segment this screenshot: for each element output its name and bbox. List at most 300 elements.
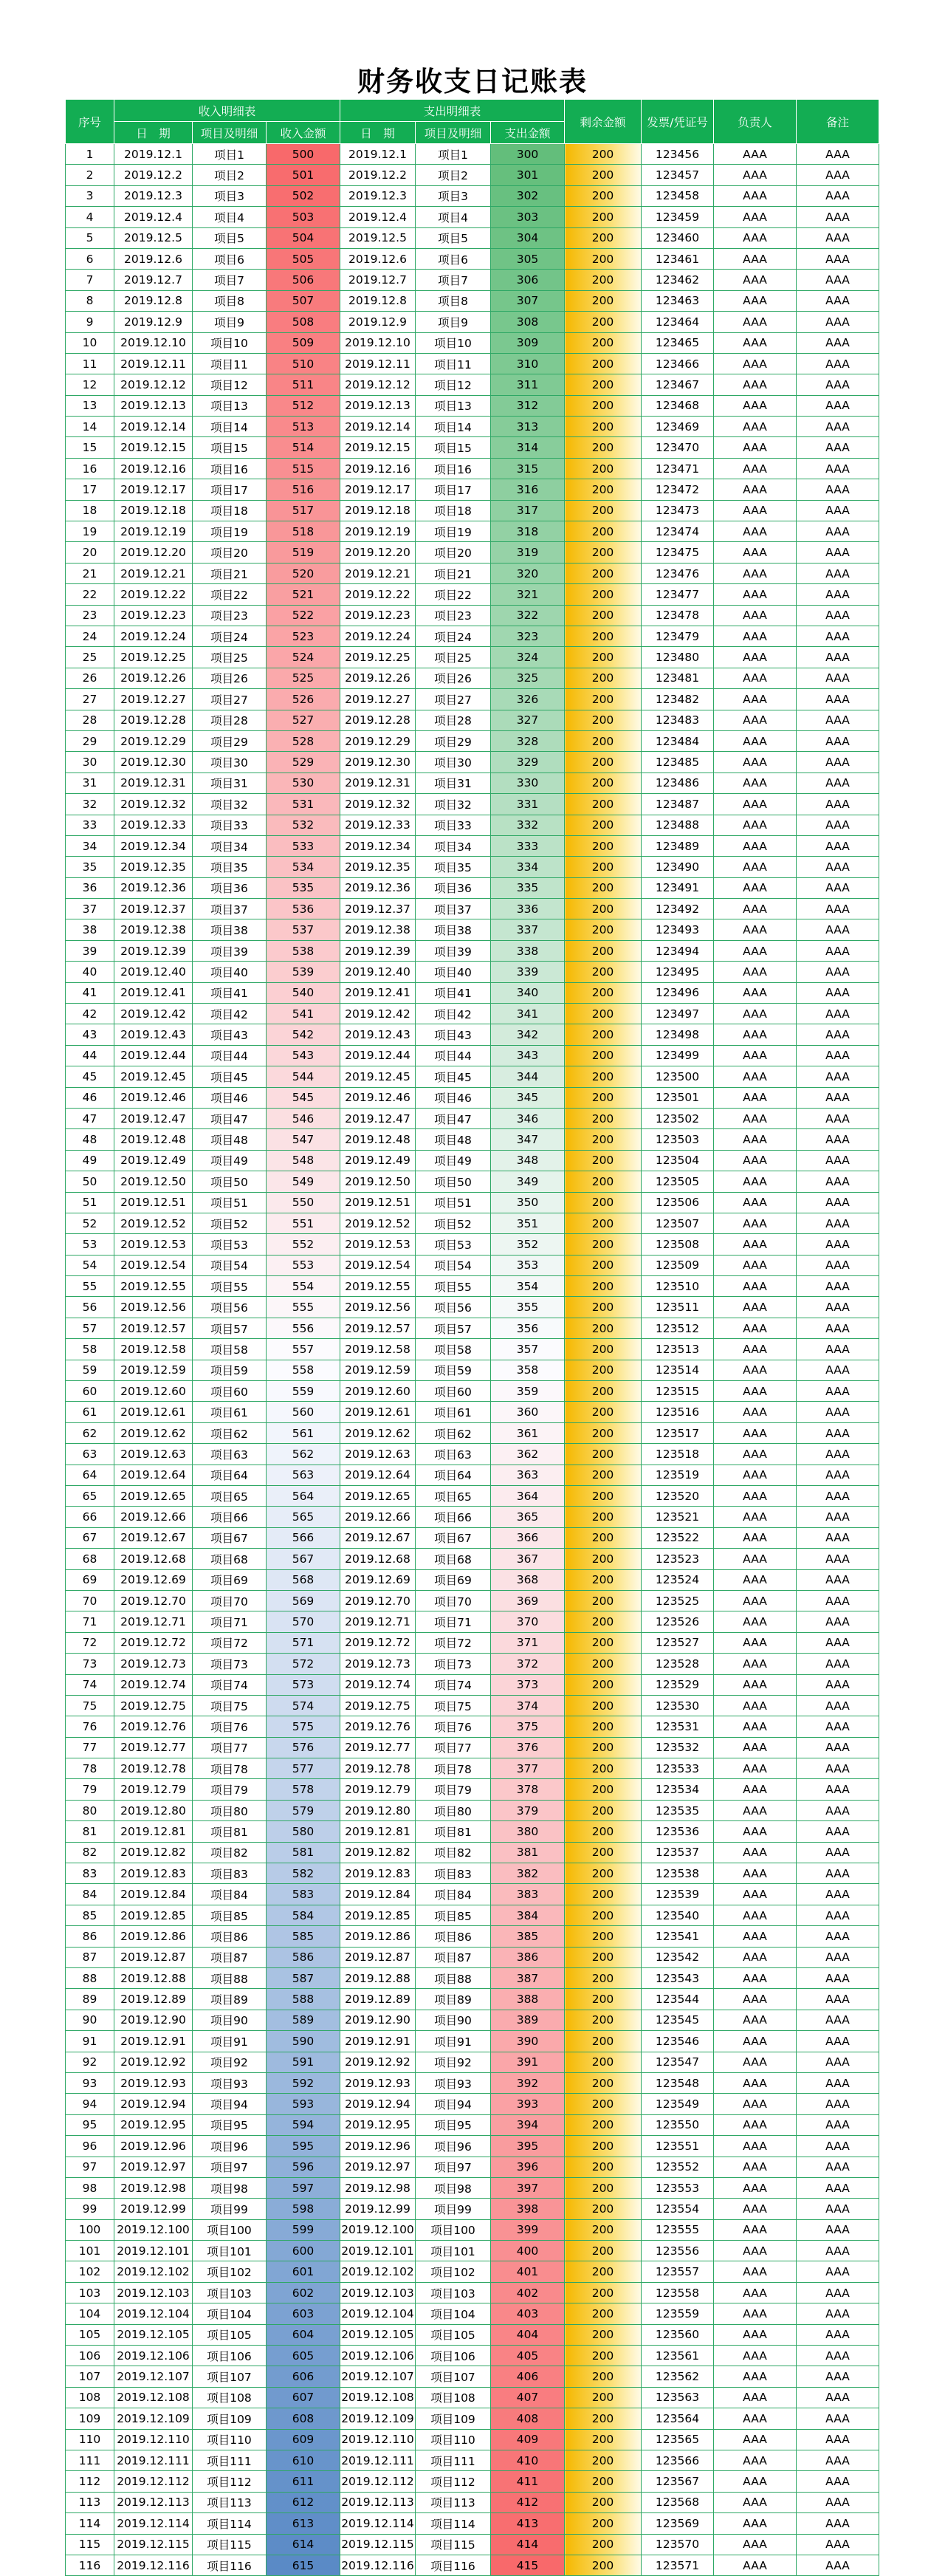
income-amount-cell[interactable]: 615 [267,2555,340,2575]
note-cell[interactable]: AAA [797,1695,879,1716]
invoice-cell[interactable]: 123524 [642,1569,714,1590]
expense-amount-cell[interactable]: 386 [491,1947,565,1967]
seq-cell[interactable]: 6 [66,248,114,269]
expense-item-cell[interactable]: 项目42 [416,1004,491,1024]
expense-amount-cell[interactable]: 324 [491,647,565,668]
income-item-cell[interactable]: 项目63 [193,1444,267,1465]
owner-cell[interactable]: AAA [714,605,797,626]
expense-item-cell[interactable]: 项目71 [416,1611,491,1632]
expense-amount-cell[interactable]: 376 [491,1737,565,1758]
invoice-cell[interactable]: 123530 [642,1695,714,1716]
income-item-cell[interactable]: 项目104 [193,2303,267,2324]
note-cell[interactable]: AAA [797,207,879,227]
income-item-cell[interactable]: 项目100 [193,2219,267,2240]
seq-cell[interactable]: 16 [66,458,114,479]
seq-cell[interactable]: 45 [66,1066,114,1087]
income-item-cell[interactable]: 项目109 [193,2408,267,2429]
income-amount-cell[interactable]: 557 [267,1339,340,1360]
income-item-cell[interactable]: 项目113 [193,2492,267,2512]
income-amount-cell[interactable]: 532 [267,815,340,835]
invoice-cell[interactable]: 123516 [642,1402,714,1422]
expense-amount-cell[interactable]: 346 [491,1108,565,1128]
note-cell[interactable]: AAA [797,2408,879,2429]
income-amount-cell[interactable]: 585 [267,1926,340,1947]
expense-amount-cell[interactable]: 408 [491,2408,565,2429]
expense-date-cell[interactable]: 2019.12.23 [340,605,416,626]
expense-date-cell[interactable]: 2019.12.53 [340,1234,416,1255]
expense-amount-cell[interactable]: 410 [491,2450,565,2470]
expense-item-cell[interactable]: 项目3 [416,185,491,206]
owner-cell[interactable]: AAA [714,332,797,353]
expense-item-cell[interactable]: 项目33 [416,815,491,835]
note-cell[interactable]: AAA [797,1255,879,1275]
income-date-cell[interactable]: 2019.12.82 [114,1842,193,1863]
remaining-cell[interactable]: 200 [565,2241,642,2261]
note-cell[interactable]: AAA [797,857,879,877]
owner-cell[interactable]: AAA [714,2429,797,2450]
remaining-cell[interactable]: 200 [565,2366,642,2387]
expense-item-cell[interactable]: 项目48 [416,1129,491,1150]
owner-cell[interactable]: AAA [714,227,797,248]
expense-date-cell[interactable]: 2019.12.25 [340,647,416,668]
income-date-cell[interactable]: 2019.12.4 [114,207,193,227]
expense-amount-cell[interactable]: 311 [491,374,565,395]
remaining-cell[interactable]: 200 [565,2094,642,2114]
expense-amount-cell[interactable]: 356 [491,1318,565,1338]
income-item-cell[interactable]: 项目11 [193,353,267,374]
note-cell[interactable]: AAA [797,1989,879,2010]
expense-date-cell[interactable]: 2019.12.54 [340,1255,416,1275]
owner-cell[interactable]: AAA [714,1213,797,1233]
owner-cell[interactable]: AAA [714,2261,797,2282]
invoice-cell[interactable]: 123511 [642,1297,714,1318]
remaining-cell[interactable]: 200 [565,1004,642,1024]
income-item-cell[interactable]: 项目67 [193,1527,267,1548]
expense-amount-cell[interactable]: 413 [491,2513,565,2534]
note-cell[interactable]: AAA [797,2241,879,2261]
invoice-cell[interactable]: 123551 [642,2136,714,2157]
expense-amount-cell[interactable]: 412 [491,2492,565,2512]
income-date-cell[interactable]: 2019.12.6 [114,248,193,269]
invoice-cell[interactable]: 123460 [642,227,714,248]
owner-cell[interactable]: AAA [714,2010,797,2030]
remaining-cell[interactable]: 200 [565,144,642,165]
income-item-cell[interactable]: 项目53 [193,1234,267,1255]
invoice-cell[interactable]: 123515 [642,1381,714,1402]
invoice-cell[interactable]: 123463 [642,290,714,311]
expense-amount-cell[interactable]: 314 [491,437,565,458]
income-amount-cell[interactable]: 576 [267,1737,340,1758]
income-item-cell[interactable]: 项目99 [193,2199,267,2219]
invoice-cell[interactable]: 123513 [642,1339,714,1360]
seq-cell[interactable]: 81 [66,1821,114,1842]
remaining-cell[interactable]: 200 [565,2534,642,2555]
seq-cell[interactable]: 4 [66,207,114,227]
remaining-cell[interactable]: 200 [565,2114,642,2135]
expense-date-cell[interactable]: 2019.12.69 [340,1569,416,1590]
note-cell[interactable]: AAA [797,1045,879,1066]
expense-date-cell[interactable]: 2019.12.85 [340,1905,416,1925]
expense-item-cell[interactable]: 项目62 [416,1422,491,1443]
expense-date-cell[interactable]: 2019.12.41 [340,982,416,1003]
remaining-cell[interactable]: 200 [565,1800,642,1820]
expense-date-cell[interactable]: 2019.12.50 [340,1171,416,1192]
seq-cell[interactable]: 55 [66,1276,114,1297]
invoice-cell[interactable]: 123542 [642,1947,714,1967]
income-amount-cell[interactable]: 521 [267,584,340,605]
income-date-cell[interactable]: 2019.12.37 [114,899,193,919]
income-date-cell[interactable]: 2019.12.114 [114,2513,193,2534]
remaining-cell[interactable]: 200 [565,2010,642,2030]
income-amount-cell[interactable]: 501 [267,165,340,185]
income-date-cell[interactable]: 2019.12.90 [114,2010,193,2030]
income-amount-cell[interactable]: 509 [267,332,340,353]
expense-date-cell[interactable]: 2019.12.77 [340,1737,416,1758]
expense-amount-cell[interactable]: 384 [491,1905,565,1925]
remaining-cell[interactable]: 200 [565,982,642,1003]
expense-item-cell[interactable]: 项目111 [416,2450,491,2470]
income-item-cell[interactable]: 项目9 [193,312,267,332]
expense-date-cell[interactable]: 2019.12.98 [340,2177,416,2198]
seq-cell[interactable]: 53 [66,1234,114,1255]
note-cell[interactable]: AAA [797,542,879,563]
expense-date-cell[interactable]: 2019.12.93 [340,2072,416,2093]
owner-cell[interactable]: AAA [714,1045,797,1066]
owner-cell[interactable]: AAA [714,1507,797,1527]
income-item-cell[interactable]: 项目93 [193,2072,267,2093]
seq-cell[interactable]: 92 [66,2052,114,2072]
remaining-cell[interactable]: 200 [565,1255,642,1275]
income-date-cell[interactable]: 2019.12.67 [114,1527,193,1548]
invoice-cell[interactable]: 123492 [642,899,714,919]
remaining-cell[interactable]: 200 [565,1884,642,1905]
note-cell[interactable]: AAA [797,877,879,898]
invoice-cell[interactable]: 123482 [642,689,714,710]
income-amount-cell[interactable]: 608 [267,2408,340,2429]
expense-amount-cell[interactable]: 367 [491,1549,565,1569]
invoice-cell[interactable]: 123521 [642,1507,714,1527]
seq-cell[interactable]: 11 [66,353,114,374]
remaining-cell[interactable]: 200 [565,2282,642,2303]
owner-cell[interactable]: AAA [714,1737,797,1758]
income-date-cell[interactable]: 2019.12.106 [114,2346,193,2366]
remaining-cell[interactable]: 200 [565,248,642,269]
owner-cell[interactable]: AAA [714,1339,797,1360]
seq-cell[interactable]: 88 [66,1967,114,1988]
expense-date-cell[interactable]: 2019.12.78 [340,1758,416,1779]
note-cell[interactable]: AAA [797,1863,879,1884]
expense-amount-cell[interactable]: 344 [491,1066,565,1087]
seq-cell[interactable]: 46 [66,1087,114,1108]
owner-cell[interactable]: AAA [714,312,797,332]
invoice-cell[interactable]: 123562 [642,2366,714,2387]
expense-item-cell[interactable]: 项目64 [416,1465,491,1485]
note-cell[interactable]: AAA [797,1171,879,1192]
expense-amount-cell[interactable]: 301 [491,165,565,185]
seq-cell[interactable]: 116 [66,2555,114,2575]
expense-amount-cell[interactable]: 320 [491,563,565,583]
income-date-cell[interactable]: 2019.12.53 [114,1234,193,1255]
seq-cell[interactable]: 47 [66,1108,114,1128]
invoice-cell[interactable]: 123536 [642,1821,714,1842]
invoice-cell[interactable]: 123464 [642,312,714,332]
seq-cell[interactable]: 18 [66,500,114,521]
owner-cell[interactable]: AAA [714,1842,797,1863]
income-amount-cell[interactable]: 574 [267,1695,340,1716]
owner-cell[interactable]: AAA [714,1192,797,1213]
note-cell[interactable]: AAA [797,2429,879,2450]
income-item-cell[interactable]: 项目64 [193,1465,267,1485]
expense-date-cell[interactable]: 2019.12.109 [340,2408,416,2429]
expense-item-cell[interactable]: 项目107 [416,2366,491,2387]
remaining-cell[interactable]: 200 [565,2408,642,2429]
income-amount-cell[interactable]: 552 [267,1234,340,1255]
expense-item-cell[interactable]: 项目18 [416,500,491,521]
seq-cell[interactable]: 69 [66,1569,114,1590]
income-item-cell[interactable]: 项目107 [193,2366,267,2387]
invoice-cell[interactable]: 123545 [642,2010,714,2030]
seq-cell[interactable]: 75 [66,1695,114,1716]
income-amount-cell[interactable]: 613 [267,2513,340,2534]
seq-cell[interactable]: 23 [66,605,114,626]
owner-cell[interactable]: AAA [714,1779,797,1800]
expense-amount-cell[interactable]: 300 [491,144,565,165]
owner-cell[interactable]: AAA [714,1947,797,1967]
income-item-cell[interactable]: 项目76 [193,1716,267,1737]
expense-amount-cell[interactable]: 388 [491,1989,565,2010]
owner-cell[interactable]: AAA [714,2136,797,2157]
expense-item-cell[interactable]: 项目43 [416,1024,491,1045]
note-cell[interactable]: AAA [797,395,879,416]
expense-amount-cell[interactable]: 302 [491,185,565,206]
invoice-cell[interactable]: 123498 [642,1024,714,1045]
expense-date-cell[interactable]: 2019.12.44 [340,1045,416,1066]
remaining-cell[interactable]: 200 [565,1695,642,1716]
income-date-cell[interactable]: 2019.12.7 [114,270,193,290]
note-cell[interactable]: AAA [797,710,879,730]
remaining-cell[interactable]: 200 [565,1590,642,1611]
seq-cell[interactable]: 40 [66,962,114,982]
note-cell[interactable]: AAA [797,1066,879,1087]
note-cell[interactable]: AAA [797,2303,879,2324]
invoice-cell[interactable]: 123467 [642,374,714,395]
remaining-cell[interactable]: 200 [565,647,642,668]
expense-amount-cell[interactable]: 379 [491,1800,565,1820]
seq-cell[interactable]: 82 [66,1842,114,1863]
income-date-cell[interactable]: 2019.12.36 [114,877,193,898]
expense-amount-cell[interactable]: 310 [491,353,565,374]
invoice-cell[interactable]: 123487 [642,794,714,815]
expense-date-cell[interactable]: 2019.12.26 [340,668,416,688]
owner-cell[interactable]: AAA [714,1884,797,1905]
expense-item-cell[interactable]: 项目36 [416,877,491,898]
remaining-cell[interactable]: 200 [565,2219,642,2240]
owner-cell[interactable]: AAA [714,1444,797,1465]
income-date-cell[interactable]: 2019.12.50 [114,1171,193,1192]
expense-item-cell[interactable]: 项目98 [416,2177,491,2198]
expense-amount-cell[interactable]: 349 [491,1171,565,1192]
income-amount-cell[interactable]: 502 [267,185,340,206]
owner-cell[interactable]: AAA [714,730,797,751]
expense-item-cell[interactable]: 项目17 [416,479,491,500]
income-amount-cell[interactable]: 535 [267,877,340,898]
expense-date-cell[interactable]: 2019.12.96 [340,2136,416,2157]
invoice-cell[interactable]: 123560 [642,2324,714,2345]
expense-date-cell[interactable]: 2019.12.116 [340,2555,416,2575]
expense-date-cell[interactable]: 2019.12.22 [340,584,416,605]
invoice-cell[interactable]: 123504 [642,1150,714,1171]
expense-date-cell[interactable]: 2019.12.48 [340,1129,416,1150]
note-cell[interactable]: AAA [797,1716,879,1737]
expense-amount-cell[interactable]: 308 [491,312,565,332]
income-item-cell[interactable]: 项目33 [193,815,267,835]
income-item-cell[interactable]: 项目49 [193,1150,267,1171]
expense-amount-cell[interactable]: 327 [491,710,565,730]
invoice-cell[interactable]: 123509 [642,1255,714,1275]
income-item-cell[interactable]: 项目10 [193,332,267,353]
seq-cell[interactable]: 17 [66,479,114,500]
expense-item-cell[interactable]: 项目86 [416,1926,491,1947]
owner-cell[interactable]: AAA [714,2219,797,2240]
remaining-cell[interactable]: 200 [565,165,642,185]
seq-cell[interactable]: 107 [66,2366,114,2387]
note-cell[interactable]: AAA [797,2114,879,2135]
expense-item-cell[interactable]: 项目8 [416,290,491,311]
remaining-cell[interactable]: 200 [565,752,642,773]
note-cell[interactable]: AAA [797,1129,879,1150]
remaining-cell[interactable]: 200 [565,2072,642,2093]
income-item-cell[interactable]: 项目82 [193,1842,267,1863]
expense-amount-cell[interactable]: 321 [491,584,565,605]
remaining-cell[interactable]: 200 [565,1422,642,1443]
expense-item-cell[interactable]: 项目89 [416,1989,491,2010]
expense-amount-cell[interactable]: 358 [491,1360,565,1380]
seq-cell[interactable]: 83 [66,1863,114,1884]
expense-date-cell[interactable]: 2019.12.71 [340,1611,416,1632]
seq-cell[interactable]: 52 [66,1213,114,1233]
expense-item-cell[interactable]: 项目51 [416,1192,491,1213]
expense-item-cell[interactable]: 项目100 [416,2219,491,2240]
expense-amount-cell[interactable]: 322 [491,605,565,626]
income-date-cell[interactable]: 2019.12.20 [114,542,193,563]
income-date-cell[interactable]: 2019.12.92 [114,2052,193,2072]
income-amount-cell[interactable]: 514 [267,437,340,458]
expense-item-cell[interactable]: 项目4 [416,207,491,227]
income-item-cell[interactable]: 项目32 [193,794,267,815]
expense-item-cell[interactable]: 项目69 [416,1569,491,1590]
expense-item-cell[interactable]: 项目59 [416,1360,491,1380]
owner-cell[interactable]: AAA [714,1527,797,1548]
income-date-cell[interactable]: 2019.12.76 [114,1716,193,1737]
income-item-cell[interactable]: 项目85 [193,1905,267,1925]
income-item-cell[interactable]: 项目58 [193,1339,267,1360]
expense-date-cell[interactable]: 2019.12.81 [340,1821,416,1842]
remaining-cell[interactable]: 200 [565,1108,642,1128]
expense-amount-cell[interactable]: 363 [491,1465,565,1485]
seq-cell[interactable]: 9 [66,312,114,332]
income-date-cell[interactable]: 2019.12.63 [114,1444,193,1465]
expense-date-cell[interactable]: 2019.12.51 [340,1192,416,1213]
owner-cell[interactable]: AAA [714,1360,797,1380]
note-cell[interactable]: AAA [797,2094,879,2114]
income-amount-cell[interactable]: 582 [267,1863,340,1884]
income-item-cell[interactable]: 项目74 [193,1674,267,1695]
expense-date-cell[interactable]: 2019.12.70 [340,1590,416,1611]
note-cell[interactable]: AAA [797,332,879,353]
expense-amount-cell[interactable]: 326 [491,689,565,710]
expense-amount-cell[interactable]: 389 [491,2010,565,2030]
expense-date-cell[interactable]: 2019.12.31 [340,773,416,793]
income-date-cell[interactable]: 2019.12.105 [114,2324,193,2345]
expense-date-cell[interactable]: 2019.12.97 [340,2157,416,2177]
income-amount-cell[interactable]: 566 [267,1527,340,1548]
seq-cell[interactable]: 15 [66,437,114,458]
owner-cell[interactable]: AAA [714,2492,797,2512]
income-amount-cell[interactable]: 517 [267,500,340,521]
expense-item-cell[interactable]: 项目45 [416,1066,491,1087]
expense-item-cell[interactable]: 项目85 [416,1905,491,1925]
income-date-cell[interactable]: 2019.12.9 [114,312,193,332]
income-amount-cell[interactable]: 559 [267,1381,340,1402]
income-item-cell[interactable]: 项目42 [193,1004,267,1024]
income-amount-cell[interactable]: 511 [267,374,340,395]
income-date-cell[interactable]: 2019.12.75 [114,1695,193,1716]
expense-date-cell[interactable]: 2019.12.108 [340,2387,416,2408]
remaining-cell[interactable]: 200 [565,815,642,835]
expense-date-cell[interactable]: 2019.12.100 [340,2219,416,2240]
owner-cell[interactable]: AAA [714,2094,797,2114]
income-amount-cell[interactable]: 606 [267,2366,340,2387]
expense-amount-cell[interactable]: 350 [491,1192,565,1213]
seq-cell[interactable]: 8 [66,290,114,311]
expense-date-cell[interactable]: 2019.12.61 [340,1402,416,1422]
income-amount-cell[interactable]: 570 [267,1611,340,1632]
remaining-cell[interactable]: 200 [565,1444,642,1465]
expense-date-cell[interactable]: 2019.12.76 [340,1716,416,1737]
income-date-cell[interactable]: 2019.12.98 [114,2177,193,2198]
seq-cell[interactable]: 27 [66,689,114,710]
expense-item-cell[interactable]: 项目26 [416,668,491,688]
seq-cell[interactable]: 113 [66,2492,114,2512]
income-amount-cell[interactable]: 588 [267,1989,340,2010]
expense-date-cell[interactable]: 2019.12.57 [340,1318,416,1338]
remaining-cell[interactable]: 200 [565,2261,642,2282]
remaining-cell[interactable]: 200 [565,1674,642,1695]
income-date-cell[interactable]: 2019.12.29 [114,730,193,751]
income-item-cell[interactable]: 项目84 [193,1884,267,1905]
expense-date-cell[interactable]: 2019.12.67 [340,1527,416,1548]
expense-item-cell[interactable]: 项目106 [416,2346,491,2366]
invoice-cell[interactable]: 123471 [642,458,714,479]
note-cell[interactable]: AAA [797,1821,879,1842]
note-cell[interactable]: AAA [797,1947,879,1967]
income-amount-cell[interactable]: 550 [267,1192,340,1213]
invoice-cell[interactable]: 123458 [642,185,714,206]
owner-cell[interactable]: AAA [714,2199,797,2219]
invoice-cell[interactable]: 123475 [642,542,714,563]
note-cell[interactable]: AAA [797,290,879,311]
note-cell[interactable]: AAA [797,1527,879,1548]
seq-cell[interactable]: 74 [66,1674,114,1695]
income-item-cell[interactable]: 项目86 [193,1926,267,1947]
remaining-cell[interactable]: 200 [565,563,642,583]
income-amount-cell[interactable]: 530 [267,773,340,793]
seq-cell[interactable]: 43 [66,1024,114,1045]
remaining-cell[interactable]: 200 [565,835,642,856]
expense-amount-cell[interactable]: 383 [491,1884,565,1905]
seq-cell[interactable]: 24 [66,626,114,646]
note-cell[interactable]: AAA [797,605,879,626]
